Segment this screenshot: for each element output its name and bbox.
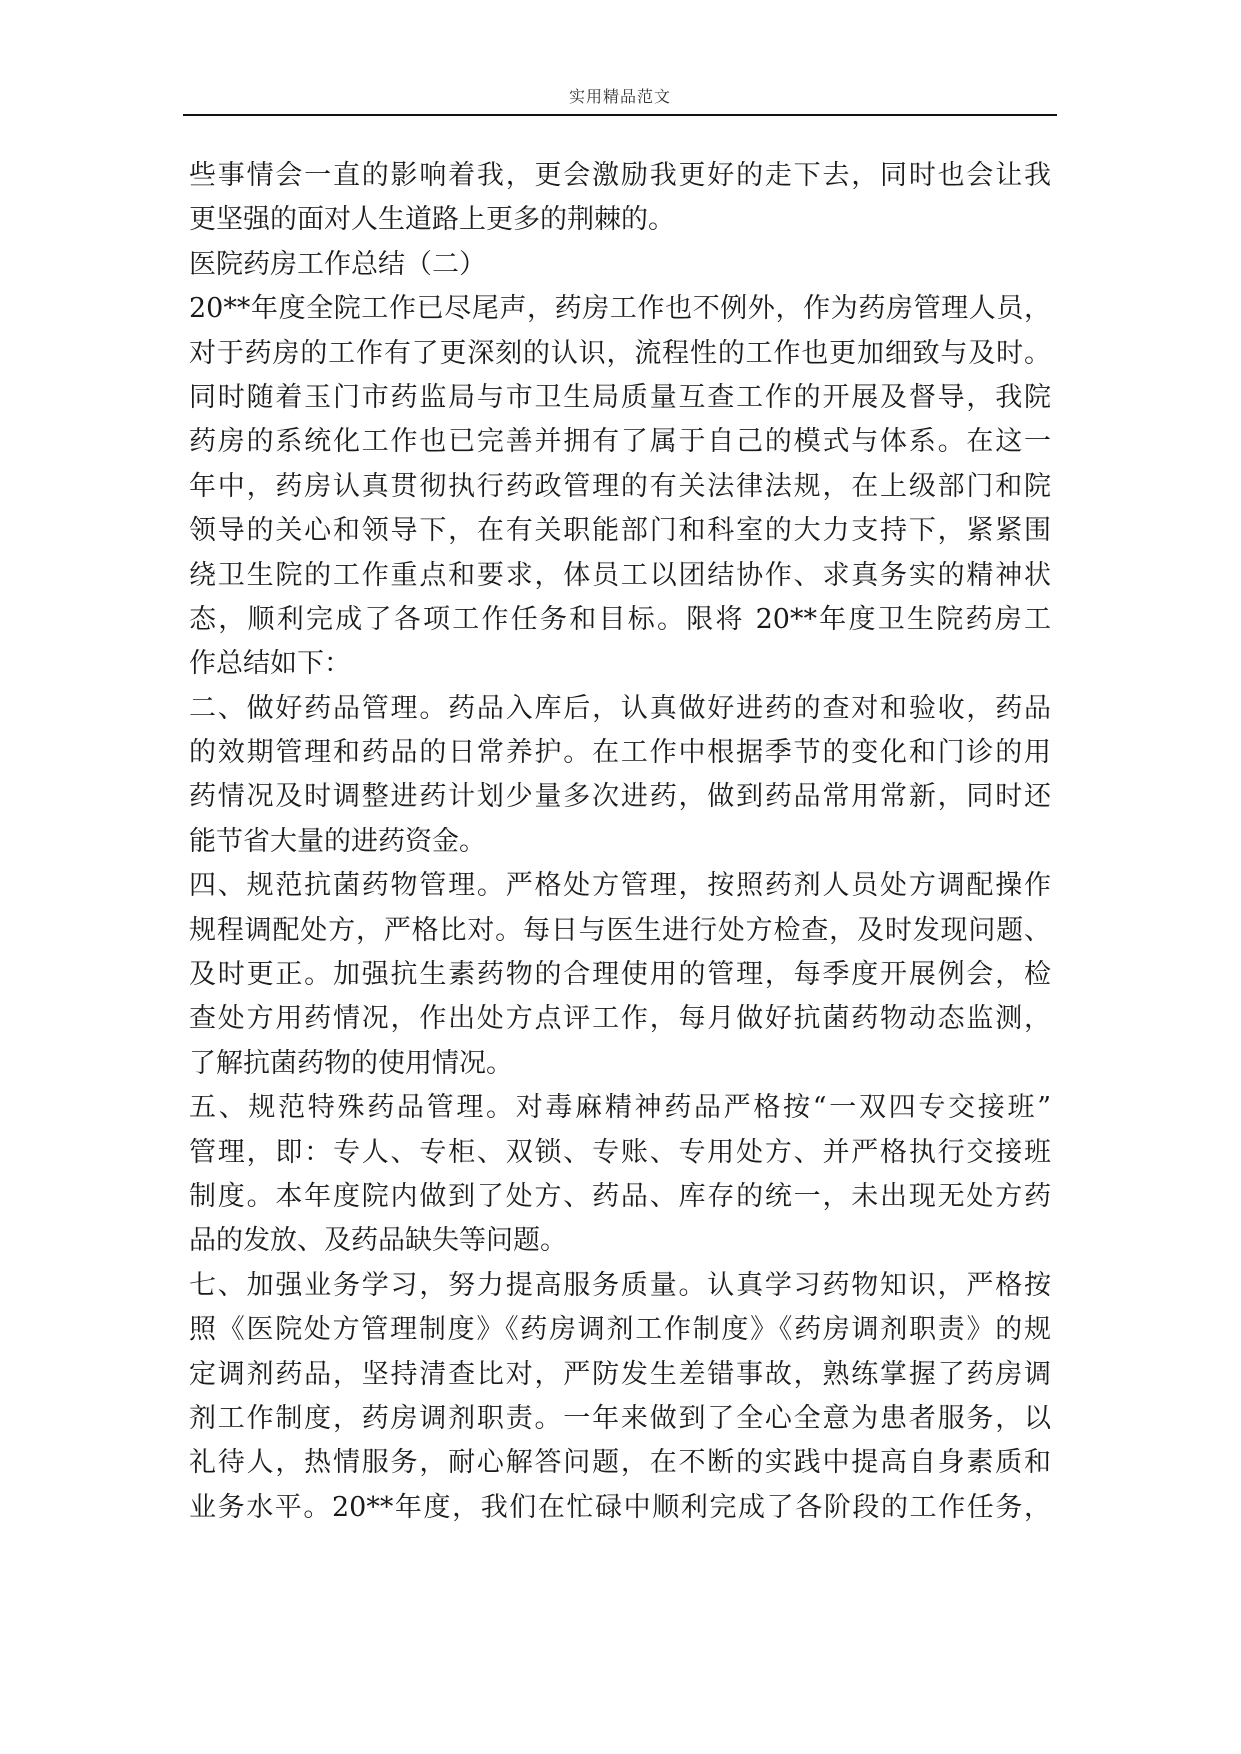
text-line: 二、做好药品管理。药品入库后，认真做好进药的查对和验收，药品 <box>189 692 1051 724</box>
text-line: 了解抗菌药物的使用情况。 <box>189 1047 513 1079</box>
text-line: 绕卫生院的工作重点和要求，体员工以团结协作、求真务实的精神状 <box>189 559 1051 591</box>
text-line: 的效期管理和药品的日常养护。在工作中根据季节的变化和门诊的用 <box>189 737 1051 769</box>
text-line: 及时更正。加强抗生素药物的合理使用的管理，每季度开展例会，检 <box>189 959 1051 991</box>
text-line: 制度。本年度院内做到了处方、药品、库存的统一，未出现无处方药 <box>189 1180 1051 1212</box>
document-body <box>189 154 1051 1530</box>
text-line: 五、规范特殊药品管理。对毒麻精神药品严格按“一双四专交接班” <box>189 1092 1051 1124</box>
text-line: 年中，药房认真贯彻执行药政管理的有关法律法规，在上级部门和院 <box>189 470 1051 502</box>
text-line: 同时随着玉门市药监局与市卫生局质量互查工作的开展及督导，我院 <box>189 381 1051 413</box>
text-line: 态，顺利完成了各项工作任务和目标。限将 20**年度卫生院药房工 <box>189 603 1051 635</box>
text-line: 七、加强业务学习，努力提高服务质量。认真学习药物知识，严格按 <box>189 1269 1051 1301</box>
text-line: 查处方用药情况，作出处方点评工作，每月做好抗菌药物动态监测， <box>189 1003 1051 1035</box>
text-line: 更坚强的面对人生道路上更多的荆棘的。 <box>189 204 675 236</box>
text-line: 剂工作制度，药房调剂职责。一年来做到了全心全意为患者服务，以 <box>189 1402 1051 1434</box>
text-line: 药房的系统化工作也已完善并拥有了属于自己的模式与体系。在这一 <box>189 426 1051 458</box>
text-line: 对于药房的工作有了更深刻的认识，流程性的工作也更加细致与及时。 <box>189 337 1051 369</box>
text-line: 医院药房工作总结（二） <box>189 248 486 280</box>
text-line: 品的发放、及药品缺失等问题。 <box>189 1225 567 1257</box>
text-line: 规程调配处方，严格比对。每日与医生进行处方检查，及时发现问题、 <box>189 914 1051 946</box>
text-line: 业务水平。20**年度，我们在忙碌中顺利完成了各阶段的工作任务， <box>189 1491 1051 1523</box>
text-line: 定调剂药品，坚持清查比对，严防发生差错事故，熟练掌握了药房调 <box>189 1358 1051 1390</box>
text-line: 些事情会一直的影响着我，更会激励我更好的走下去，同时也会让我 <box>189 160 1051 191</box>
header-divider <box>183 114 1057 116</box>
text-line: 作总结如下： <box>189 648 351 680</box>
text-line: 礼待人，热情服务，耐心解答问题，在不断的实践中提高自身素质和 <box>189 1447 1051 1479</box>
text-line: 药情况及时调整进药计划少量多次进药，做到药品常用常新，同时还 <box>189 781 1051 813</box>
text-line: 照《医院处方管理制度》《药房调剂工作制度》《药房调剂职责》的规 <box>189 1314 1051 1346</box>
text-line: 能节省大量的进药资金。 <box>189 825 486 857</box>
text-line: 管理，即：专人、专柜、双锁、专账、专用处方、并严格执行交接班 <box>189 1136 1051 1168</box>
text-line: 20**年度全院工作已尽尾声，药房工作也不例外，作为药房管理人员， <box>189 293 1051 325</box>
text-line: 四、规范抗菌药物管理。严格处方管理，按照药剂人员处方调配操作 <box>189 870 1051 902</box>
page-header-title: 实用精品范文 <box>568 87 671 106</box>
text-line: 领导的关心和领导下，在有关职能部门和科室的大力支持下，紧紧围 <box>189 515 1051 547</box>
